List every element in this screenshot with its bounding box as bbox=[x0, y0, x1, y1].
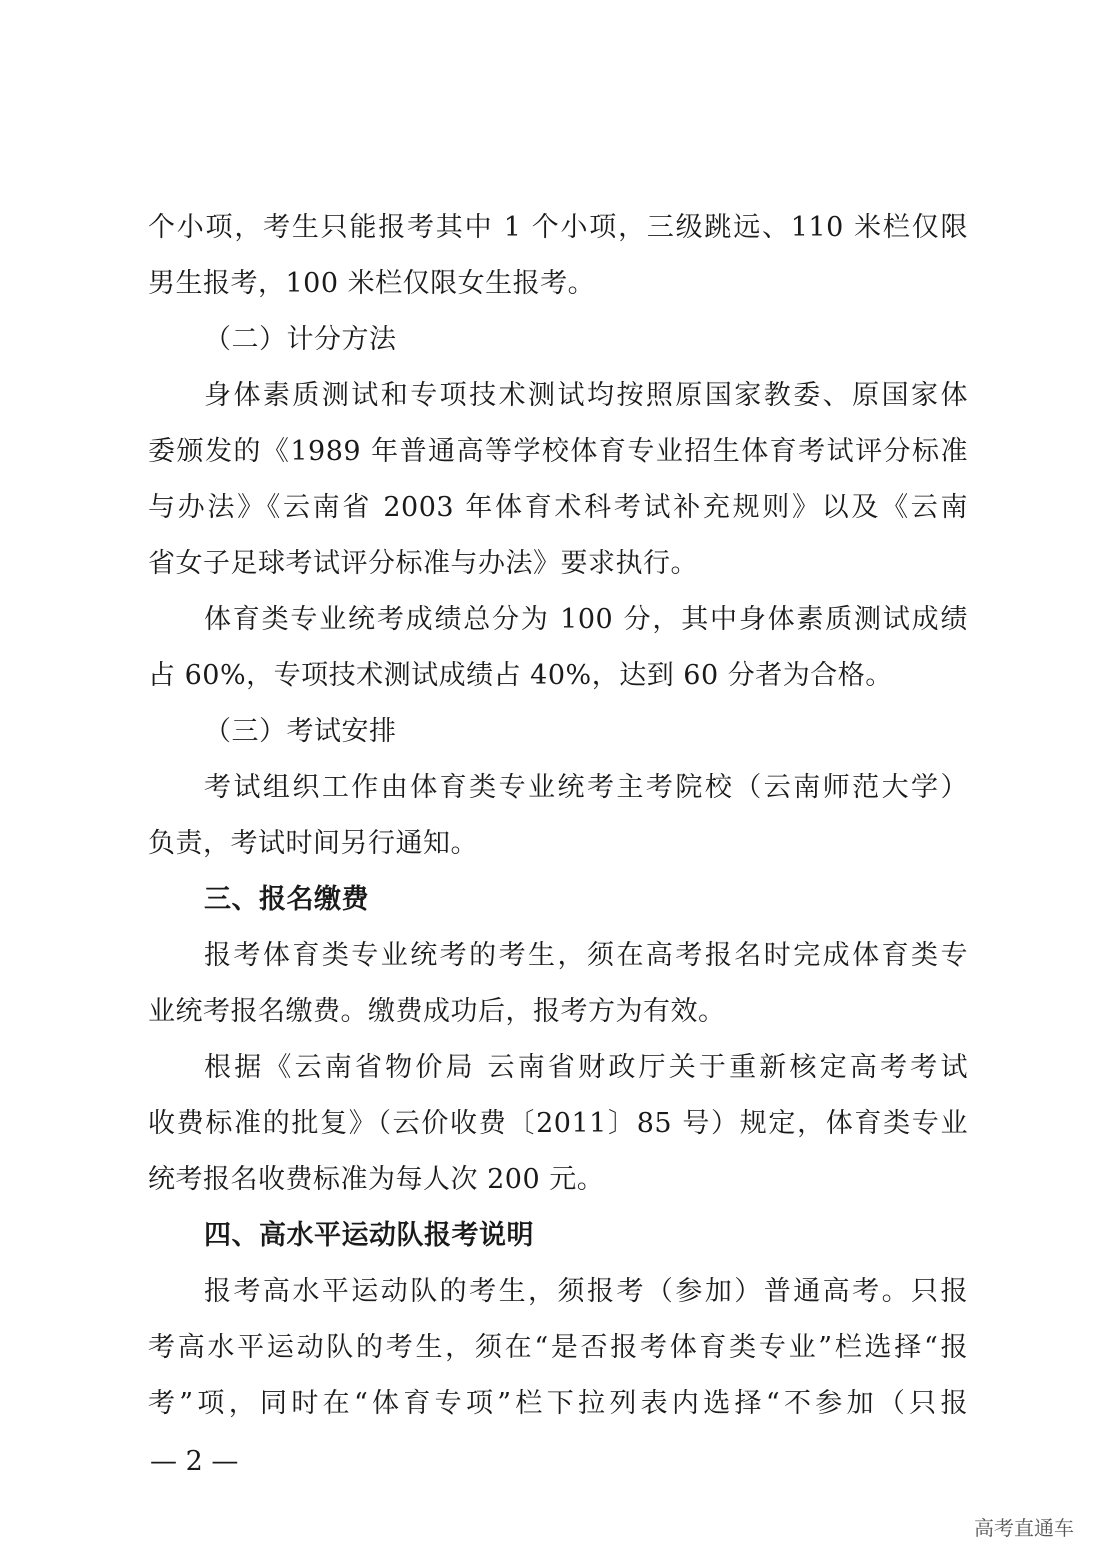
subsection-heading-scoring: （二）计分方法 bbox=[204, 324, 397, 355]
body-line: 男生报考，100 米栏仅限女生报考。 bbox=[148, 268, 596, 299]
subsection-heading-schedule: （三）考试安排 bbox=[204, 716, 397, 747]
body-line: 身体素质测试和专项技术测试均按照原国家教委、原国家体 bbox=[204, 380, 968, 411]
body-line: 考试组织工作由体育类专业统考主考院校（云南师范大学） bbox=[204, 772, 968, 803]
body-line: 占 60%，专项技术测试成绩占 40%，达到 60 分者为合格。 bbox=[148, 660, 893, 691]
document-body bbox=[148, 200, 968, 1432]
body-line: 考”项，同时在“体育专项”栏下拉列表内选择“不参加（只报 bbox=[148, 1388, 968, 1419]
body-line: 根据《云南省物价局 云南省财政厅关于重新核定高考考试 bbox=[204, 1052, 968, 1083]
body-line: 委颁发的《1989 年普通高等学校体育专业招生体育考试评分标准 bbox=[148, 436, 968, 467]
section-heading-high-level-team: 四、高水平运动队报考说明 bbox=[204, 1220, 534, 1251]
body-line: 省女子足球考试评分标准与办法》要求执行。 bbox=[148, 548, 698, 579]
body-line: 与办法》《云南省 2003 年体育术科考试补充规则》以及《云南 bbox=[148, 492, 968, 523]
body-line: 报考高水平运动队的考生，须报考（参加）普通高考。只报 bbox=[204, 1276, 968, 1307]
body-line: 个小项，考生只能报考其中 1 个小项，三级跳远、110 米栏仅限 bbox=[148, 212, 968, 243]
section-heading-registration-fee: 三、报名缴费 bbox=[204, 884, 369, 915]
body-line: 体育类专业统考成绩总分为 100 分，其中身体素质测试成绩 bbox=[204, 604, 968, 635]
body-line: 报考体育类专业统考的考生，须在高考报名时完成体育类专 bbox=[204, 940, 968, 971]
body-line: 业统考报名缴费。缴费成功后，报考方为有效。 bbox=[148, 996, 726, 1027]
body-line: 考高水平运动队的考生，须在“是否报考体育类专业”栏选择“报 bbox=[148, 1332, 968, 1363]
page-number: — 2 — bbox=[150, 1446, 239, 1477]
body-line: 收费标准的批复》（云价收费〔2011〕85 号）规定，体育类专业 bbox=[148, 1108, 968, 1139]
body-line: 负责，考试时间另行通知。 bbox=[148, 828, 478, 859]
watermark: 高考直通车 bbox=[974, 1516, 1074, 1540]
body-line: 统考报名收费标准为每人次 200 元。 bbox=[148, 1164, 605, 1195]
